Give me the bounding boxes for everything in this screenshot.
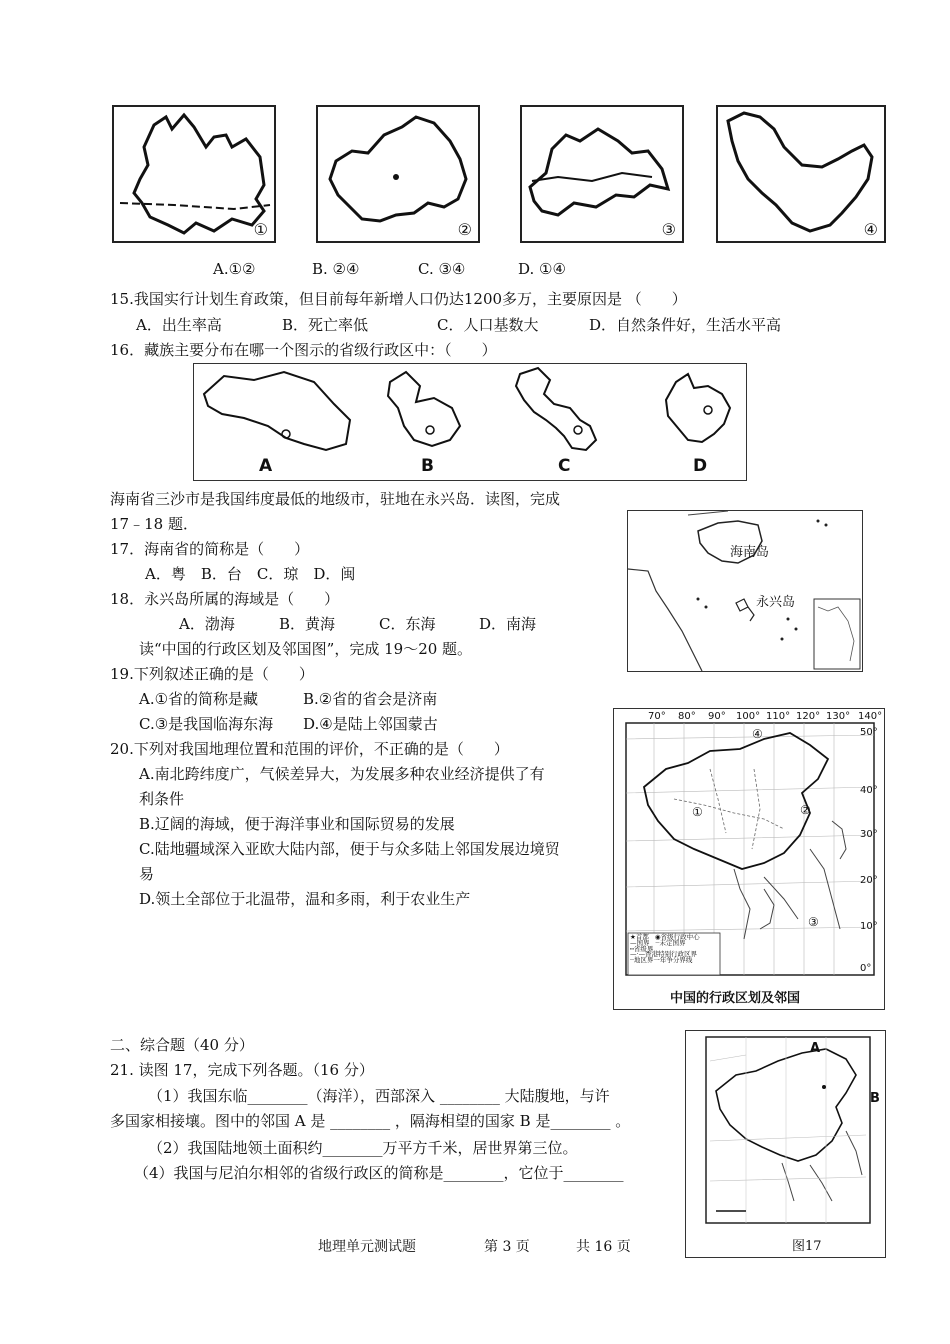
- q21-part4: （4）我国与尼泊尔相邻的省级行政区的简称是________，它位于________: [134, 1164, 624, 1182]
- admin-map-mark-2: ②: [800, 803, 811, 817]
- yongxing-island-label: 永兴岛: [756, 595, 796, 610]
- q15-option-c: C．人口基数大: [437, 316, 539, 334]
- hainan-map-drawing: [628, 511, 862, 671]
- q19-option-d: D.④是陆上邻国蒙古: [303, 715, 438, 733]
- q14-map-2: [316, 105, 480, 243]
- q20-option-c-1: C.陆地疆域深入亚欧大陆内部，便于与众多陆上邻国发展边境贸: [139, 840, 560, 858]
- q16-label-c: C: [558, 456, 571, 476]
- province-outline-2: [318, 107, 478, 241]
- intro-19-20: 读“中国的行政区划及邻国图”，完成 19～20 题。: [139, 640, 473, 658]
- admin-map-legend: [630, 935, 720, 964]
- q16-province-outlines: [194, 364, 746, 480]
- q18-option-a: A．渤海: [179, 615, 235, 633]
- section2-heading: 二、综合题（40 分）: [110, 1036, 254, 1054]
- q15-stem: 15.我国实行计划生育政策，但目前每年新增人口仍达1200多万，主要原因是 （ ）: [110, 290, 687, 308]
- figure-17-mark-a: A: [810, 1041, 821, 1056]
- q15-option-a: A．出生率高: [136, 316, 222, 334]
- q19-option-b: B.②省的省会是济南: [303, 690, 438, 708]
- china-admin-map: [613, 708, 885, 1010]
- q14-map-4: [716, 105, 886, 243]
- figure-17-drawing: [686, 1031, 885, 1257]
- q16-stem: 16．藏族主要分布在哪一个图示的省级行政区中：（ ）: [110, 341, 497, 359]
- tick-lat-0: 0°: [860, 963, 872, 974]
- q20-option-a-1: A.南北跨纬度广，气候差异大，为发展多种农业经济提供了有: [139, 765, 545, 783]
- legend-provincial-border: ┅省级界: [630, 944, 654, 953]
- tick-130: 130°: [826, 711, 851, 722]
- q16-label-a: A: [259, 456, 273, 476]
- hainan-island-label: 海南岛: [730, 545, 770, 560]
- tick-lat-50: 50°: [860, 727, 878, 738]
- province-outline-4: [718, 107, 884, 241]
- q20-option-a-2: 利条件: [139, 790, 185, 808]
- hainan-map: [627, 510, 863, 672]
- intro-17-18-line2: 17﹣18 题．: [110, 515, 198, 533]
- footer-total: 共 16 页: [576, 1239, 631, 1255]
- tick-lat-20: 20°: [860, 875, 878, 886]
- q14-map-1-label: ①: [253, 220, 268, 239]
- footer-title: 地理单元测试题: [318, 1239, 416, 1255]
- figure-17-map: [685, 1030, 886, 1258]
- legend-capital: ★首都: [630, 933, 649, 941]
- q20-option-b: B.辽阔的海域，便于海洋事业和国际贸易的发展: [139, 815, 455, 833]
- legend-national-border: —国界: [630, 938, 650, 947]
- q18-option-c: C．东海: [379, 615, 436, 633]
- province-outline-3: [522, 107, 682, 241]
- tick-90: 90°: [708, 711, 726, 722]
- q14-map-2-label: ②: [457, 220, 472, 239]
- q16-label-d: D: [693, 456, 708, 476]
- q14-option-d: D. ①④: [518, 260, 566, 278]
- tick-lat-10: 10°: [860, 921, 878, 932]
- figure-17-mark-b: B: [870, 1091, 880, 1106]
- tick-lat-40: 40°: [860, 785, 878, 796]
- legend-region-border: ┈地区界一年争分界线: [630, 956, 693, 965]
- q20-option-c-2: 易: [139, 865, 155, 883]
- q15-option-d: D．自然条件好，生活水平高: [589, 316, 782, 334]
- q14-figure-strip: [110, 103, 888, 245]
- q14-map-1: [112, 105, 276, 243]
- province-outline-1: [114, 107, 274, 241]
- q21-stem: 21. 读图 17，完成下列各题。（16 分）: [110, 1061, 374, 1079]
- q20-option-d: D.领土全部位于北温带，温和多雨，利于农业生产: [139, 890, 471, 908]
- tick-110: 110°: [766, 711, 791, 722]
- q20-stem: 20.下列对我国地理位置和范围的评价，不正确的是（ ）: [110, 740, 509, 758]
- q16-label-b: B: [421, 456, 434, 476]
- q14-option-c: C. ③④: [418, 260, 466, 278]
- q14-map-3-label: ③: [661, 220, 676, 239]
- tick-70: 70°: [648, 711, 666, 722]
- q21-part1-line1: （1）我国东临________（海洋），西部深入 ________ 大陆腹地，与许: [148, 1087, 610, 1105]
- admin-map-mark-4: ④: [752, 727, 763, 741]
- q19-stem: 19.下列叙述正确的是（ ）: [110, 665, 314, 683]
- q19-option-a: A.①省的简称是藏: [139, 690, 259, 708]
- q14-option-b: B. ②④: [312, 260, 360, 278]
- legend-hk-border: —·—香港特别行政区界: [630, 950, 698, 959]
- q21-part1-line2: 多国家相接壤。图中的邻国 A 是 ________ ，隔海相望的国家 B 是________ 。: [110, 1112, 631, 1130]
- q18-option-d: D．南海: [479, 615, 537, 633]
- tick-80: 80°: [678, 711, 696, 722]
- tick-lat-30: 30°: [860, 829, 878, 840]
- tick-100: 100°: [736, 711, 761, 722]
- tick-120: 120°: [796, 711, 821, 722]
- q14-option-a: A.①②: [213, 260, 256, 278]
- admin-map-caption: 中国的行政区划及邻国: [670, 991, 801, 1006]
- intro-17-18-line1: 海南省三沙市是我国纬度最低的地级市，驻地在永兴岛．读图，完成: [110, 490, 561, 508]
- legend-provincial-center: ◉省级行政中心: [654, 933, 700, 941]
- figure-17-caption: 图17: [792, 1239, 822, 1254]
- footer-page: 第 3 页: [484, 1239, 530, 1255]
- admin-map-mark-3: ③: [808, 915, 819, 929]
- q14-map-4-label: ④: [863, 220, 878, 239]
- legend-undetermined-border: ┈未定国界: [655, 938, 686, 947]
- q15-option-b: B．死亡率低: [282, 316, 369, 334]
- tick-140: 140°: [858, 711, 883, 722]
- china-admin-map-drawing: [614, 709, 884, 1009]
- q14-map-3: [520, 105, 684, 243]
- q17-stem: 17．海南省的简称是（ ）: [110, 540, 310, 558]
- q18-stem: 18．永兴岛所属的海域是（ ）: [110, 590, 340, 608]
- q16-figure: [193, 363, 747, 481]
- q17-options: A．粤 B．台 C．琼 D．闽: [145, 565, 356, 583]
- q18-option-b: B．黄海: [279, 615, 336, 633]
- q21-part2: （2）我国陆地领土面积约________万平方千米，居世界第三位。: [148, 1139, 578, 1157]
- q19-option-c: C.③是我国临海东海: [139, 715, 274, 733]
- admin-map-mark-1: ①: [692, 805, 703, 819]
